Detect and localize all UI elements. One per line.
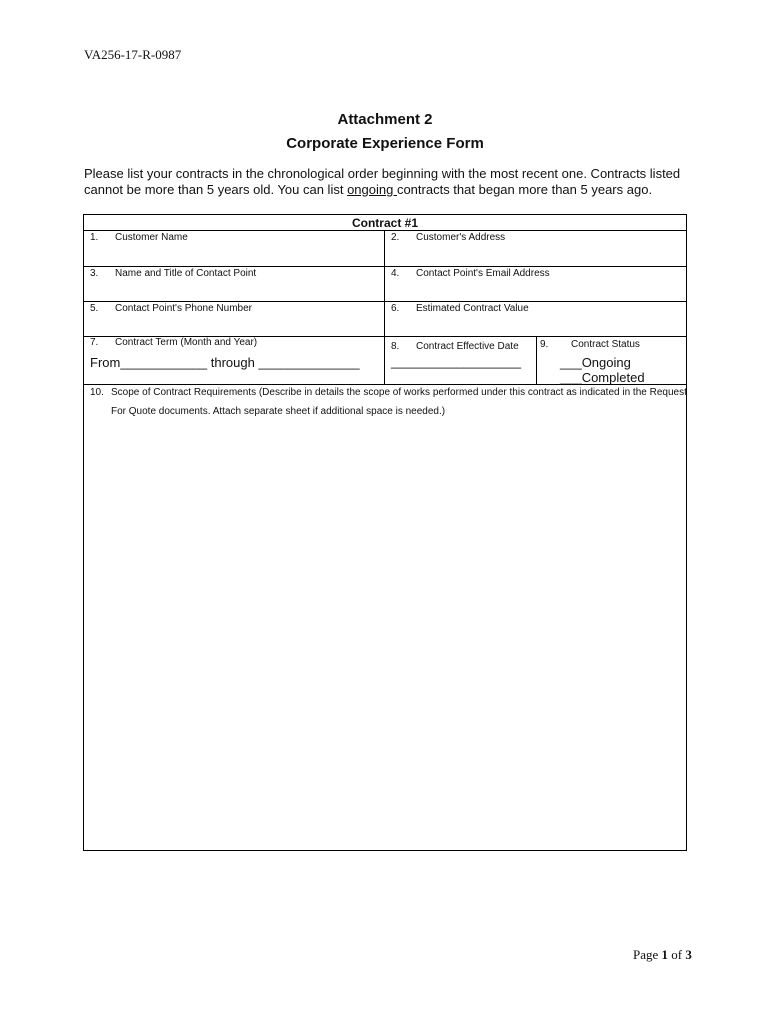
- form-divider: [84, 266, 686, 267]
- field-number: 6.: [391, 303, 400, 314]
- field-number: 8.: [391, 341, 400, 352]
- page-of-label: of: [668, 947, 686, 962]
- field-number: 2.: [391, 232, 400, 243]
- page-label: Page: [633, 947, 662, 962]
- contract-form: [83, 214, 687, 851]
- form-divider: [536, 336, 537, 384]
- status-completed-option[interactable]: ___Completed: [560, 370, 645, 385]
- instructions-text: cannot be more than 5 years old. You can list: [84, 182, 348, 197]
- field-number: 1.: [90, 232, 99, 243]
- contact-email-label: Contact Point's Email Address: [416, 268, 550, 279]
- instructions-underlined-word: ongoing: [347, 182, 397, 197]
- field-number: 4.: [391, 268, 400, 279]
- customer-name-label: Customer Name: [115, 232, 188, 243]
- from-blank: ____________: [120, 355, 208, 370]
- form-divider: [84, 301, 686, 302]
- field-number: 3.: [90, 268, 99, 279]
- instructions-line-1: Please list your contracts in the chronological order beginning with the most recent one. Contracts listed: [84, 166, 681, 181]
- scope-label: Scope of Contract Requirements (Describe in details the scope of works performed under this contract as indicated in the Request: [111, 387, 687, 398]
- status-ongoing-option[interactable]: ___Ongoing: [560, 355, 631, 370]
- page-subtitle: Corporate Experience Form: [286, 135, 484, 152]
- scope-text-area[interactable]: [85, 425, 685, 849]
- contact-point-label: Name and Title of Contact Point: [115, 268, 257, 279]
- form-divider: [384, 230, 385, 384]
- contract-value-label: Estimated Contract Value: [416, 303, 529, 314]
- effective-date-label: Contract Effective Date: [416, 341, 519, 352]
- field-number: 10.: [90, 387, 104, 398]
- instructions-line-2: [84, 182, 694, 198]
- document-id: VA256-17-R-0987: [84, 47, 182, 62]
- contract-status-label: Contract Status: [571, 339, 640, 350]
- field-number: 5.: [90, 303, 99, 314]
- current-page: 1: [661, 947, 669, 962]
- customer-address-label: Customer's Address: [416, 232, 506, 243]
- effective-date-field[interactable]: __________________: [391, 354, 522, 369]
- field-number: 7.: [90, 337, 99, 348]
- from-label: From: [90, 355, 121, 370]
- through-blank: ______________: [258, 355, 360, 370]
- contract-heading: Contract #1: [351, 216, 419, 230]
- total-pages: 3: [685, 947, 692, 962]
- contract-term-label: Contract Term (Month and Year): [115, 337, 258, 348]
- form-divider: [84, 230, 686, 231]
- contract-term-field[interactable]: [90, 355, 360, 370]
- scope-label-continued: For Quote documents. Attach separate sheet if additional space is needed.): [111, 406, 446, 417]
- field-number: 9.: [540, 339, 549, 350]
- through-label: through: [207, 355, 259, 370]
- instructions-text-end: contracts that began more than 5 years ago.: [396, 182, 653, 197]
- contact-phone-label: Contact Point's Phone Number: [115, 303, 252, 314]
- page-title: Attachment 2: [337, 111, 433, 128]
- page-number: [633, 947, 692, 963]
